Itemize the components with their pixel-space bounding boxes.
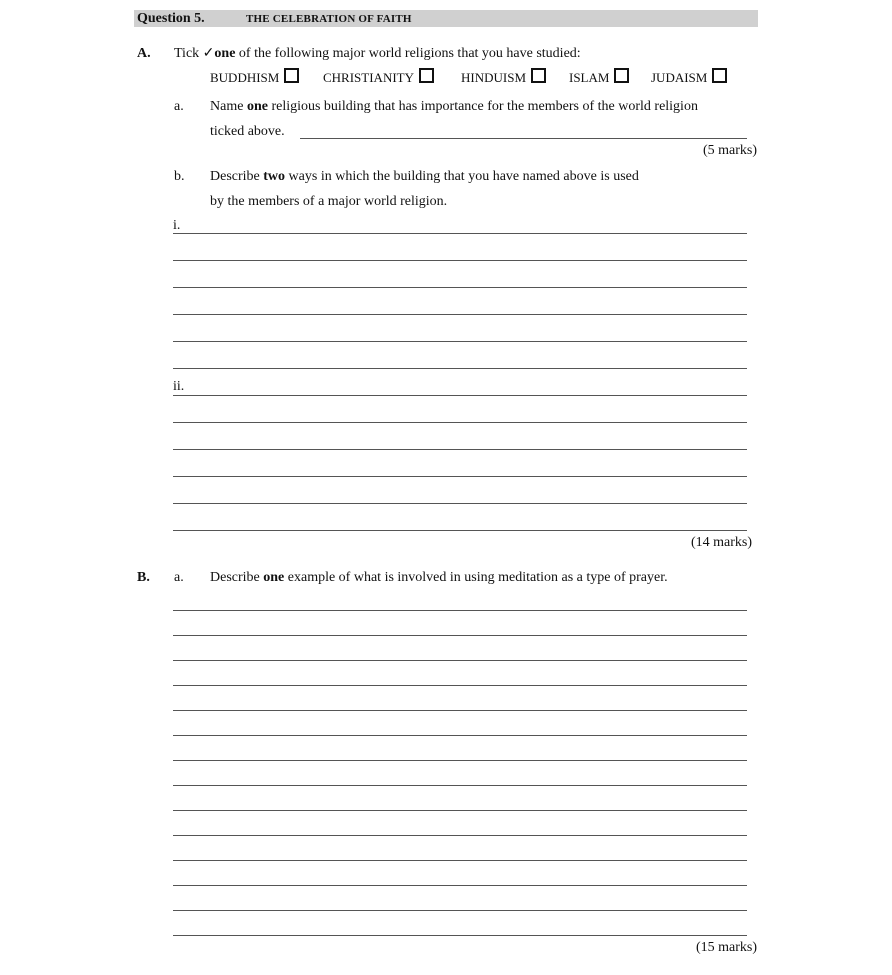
question-title: THE CELEBRATION OF FAITH <box>246 13 412 25</box>
tick-icon: ✓ <box>202 46 215 61</box>
sub-answer-i-label: i. <box>173 218 181 233</box>
part-a-a-question-line1 <box>210 98 698 116</box>
section-a-instruction <box>174 45 581 63</box>
sub-answer-ii-label: ii. <box>173 379 185 394</box>
section-a-letter: A. <box>137 46 151 61</box>
answer-line[interactable] <box>173 810 747 811</box>
part-a-a-question-line2: ticked above. <box>210 124 285 139</box>
answer-line[interactable] <box>173 422 747 423</box>
part-b-a-label: a. <box>174 570 184 585</box>
question-emphasis: one <box>263 570 285 585</box>
religion-label: BUDDHISM <box>210 70 280 85</box>
checkbox[interactable] <box>284 68 299 83</box>
religion-label: JUDAISM <box>651 70 708 85</box>
answer-line[interactable] <box>300 138 747 139</box>
answer-line[interactable] <box>173 530 747 531</box>
answer-line[interactable] <box>173 910 747 911</box>
answer-line[interactable] <box>173 287 747 288</box>
religion-option-christianity[interactable] <box>323 68 434 87</box>
part-a-b-question-line1 <box>210 168 639 186</box>
part-b-a-question <box>210 569 668 587</box>
religion-option-judaism[interactable] <box>651 68 727 87</box>
answer-line[interactable] <box>173 341 747 342</box>
answer-line[interactable] <box>173 449 747 450</box>
question-header-bar <box>134 10 758 27</box>
part-a-a-label: a. <box>174 99 184 114</box>
religion-option-islam[interactable] <box>569 68 629 87</box>
religion-label: HINDUISM <box>461 70 526 85</box>
checkbox[interactable] <box>614 68 629 83</box>
question-emphasis: one <box>246 99 268 114</box>
religion-label: ISLAM <box>569 70 610 85</box>
question-text-rest: example of what is involved in using meditation as a type of prayer. <box>284 570 668 585</box>
answer-line[interactable] <box>173 260 747 261</box>
part-b-a-marks: (15 marks) <box>695 940 757 955</box>
answer-line[interactable] <box>173 660 747 661</box>
answer-line[interactable] <box>173 635 747 636</box>
part-a-b-question-line2: by the members of a major world religion. <box>210 194 448 209</box>
answer-line[interactable] <box>173 314 747 315</box>
answer-line[interactable] <box>173 610 747 611</box>
religion-option-buddhism[interactable] <box>210 68 299 87</box>
answer-line[interactable] <box>173 233 747 234</box>
instruction-text-rest: of the following major world religions that you have studied: <box>235 46 581 61</box>
answer-line[interactable] <box>173 935 747 936</box>
part-a-b-marks: (14 marks) <box>690 535 752 550</box>
checkbox[interactable] <box>531 68 546 83</box>
question-text-rest: religious building that has importance for the members of the world religion <box>267 99 698 114</box>
answer-line[interactable] <box>173 395 747 396</box>
answer-line[interactable] <box>173 368 747 369</box>
question-emphasis: two <box>263 169 286 184</box>
answer-line[interactable] <box>173 760 747 761</box>
question-text-rest: ways in which the building that you have named above is used <box>285 169 639 184</box>
answer-line[interactable] <box>173 503 747 504</box>
answer-line[interactable] <box>173 710 747 711</box>
question-text: Describe <box>210 169 264 184</box>
answer-line[interactable] <box>173 835 747 836</box>
checkbox[interactable] <box>419 68 434 83</box>
section-b-letter: B. <box>137 570 150 585</box>
answer-line[interactable] <box>173 885 747 886</box>
instruction-text: Tick <box>174 46 203 61</box>
answer-line[interactable] <box>173 785 747 786</box>
answer-line[interactable] <box>173 860 747 861</box>
checkbox[interactable] <box>712 68 727 83</box>
question-number: Question 5. <box>137 11 205 26</box>
religion-option-hinduism[interactable] <box>461 68 546 87</box>
instruction-emphasis: one <box>214 46 236 61</box>
question-text: Name <box>210 99 247 114</box>
answer-line[interactable] <box>173 735 747 736</box>
religion-label: CHRISTIANITY <box>323 70 414 85</box>
answer-line[interactable] <box>173 476 747 477</box>
part-a-b-label: b. <box>174 169 185 184</box>
part-a-a-marks: (5 marks) <box>702 143 757 158</box>
question-text: Describe <box>210 570 264 585</box>
answer-line[interactable] <box>173 685 747 686</box>
